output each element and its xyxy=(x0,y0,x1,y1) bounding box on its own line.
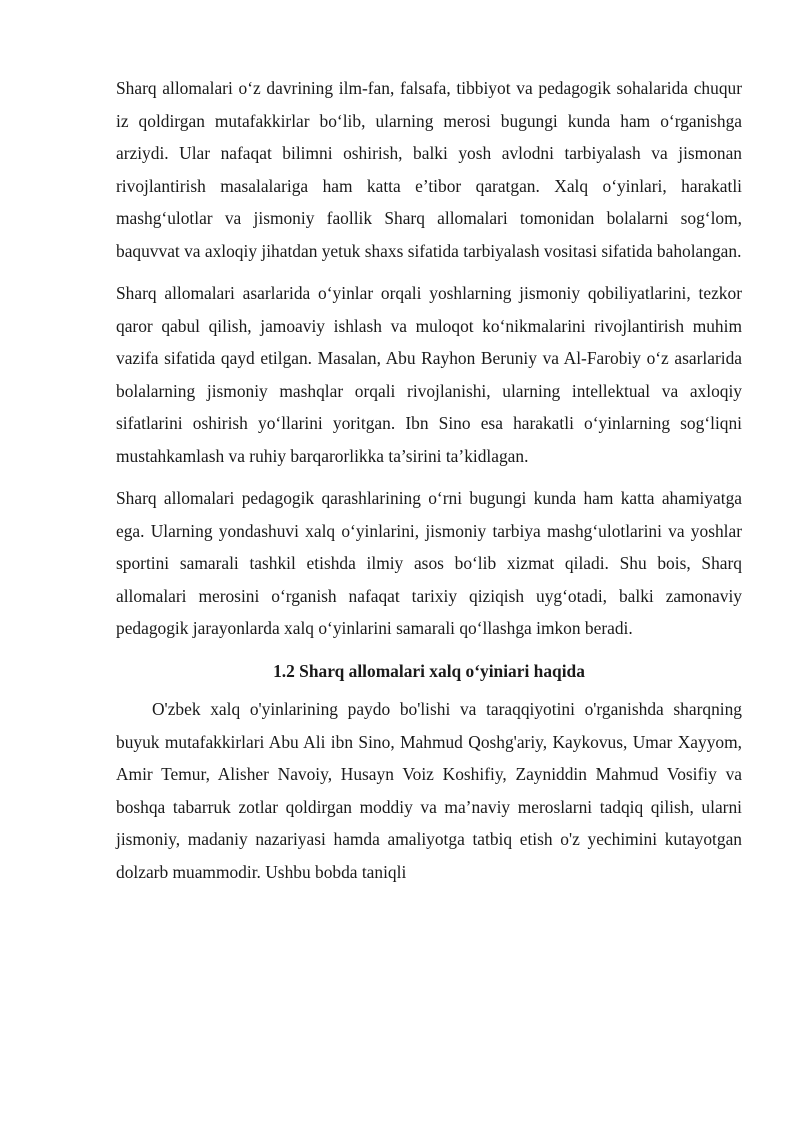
paragraph-1: Sharq allomalari o‘z davrining ilm-fan, falsafa, tibbiyot va pedagogik sohalarida chuqur iz qoldirgan mutafakkirlar bo‘lib, ularning merosi bugungi kunda ham o‘rganishga arziydi. Ular nafaqat bilimni oshirish, balki yosh avlodni tarbiyalash va jismonan rivojlantirish masalalariga ham katta e’tibor qaratgan. Xalq o‘yinlari, harakatli mashg‘ulotlar va jismoniy faollik Sharq allomalari tomonidan bolalarni sog‘lom, baquvvat va axloqiy jihatdan yetuk shaxs sifatida tarbiyalash vositasi sifatida baholangan. xyxy=(116,78,742,261)
paragraph-2: Sharq allomalari asarlarida o‘yinlar orqali yoshlarning jismoniy qobiliyatlarini, tezkor qaror qabul qilish, jamoaviy ishlash va muloqot ko‘nikmalarini rivojlantirish muhim vazifa sifatida qayd etilgan. Masalan, Abu Rayhon Beruniy va Al-Farobiy o‘z asarlarida bolalarning jismoniy mashqlar orqali rivojlanishi, ularning intellektual va axloqiy sifatlarini oshirish yo‘llarini yoritgan. Ibn Sino esa harakatli o‘yinlarning sog‘liqni mustahkamlash va ruhiy barqarorlikka ta’sirini ta’kidlagan. xyxy=(116,283,742,466)
document-page xyxy=(116,72,742,888)
section-paragraph: O'zbek xalq o'yinlarining paydo bo'lishi va taraqqiyotini o'rganishda sharqning buyuk mutafakkirlari Abu Ali ibn Sino, Mahmud Qoshg'ariy, Kaykovus, Umar Xayyom, Amir Temur, Alisher Navoiy, Husayn Voiz Koshifiy, Zayniddin Mahmud Vosifiy va boshqa tabarruk zotlar qoldirgan moddiy va ma’naviy meroslarni tadqiq qilish, ularni jismoniy, madaniy nazariyasi hamda amaliyotga tatbiq etish o'z yechimini kutayotgan dolzarb muammodir. Ushbu bobda taniqli xyxy=(116,699,742,882)
section-heading: 1.2 Sharq allomalari xalq o‘yiniari haqida xyxy=(273,660,585,681)
paragraph-3: Sharq allomalari pedagogik qarashlarining o‘rni bugungi kunda ham katta ahamiyatga ega. Ularning yondashuvi xalq o‘yinlarini, jismoniy tarbiya mashg‘ulotlarini va yoshlar sportini samarali tashkil etishda ilmiy asos bo‘lib xizmat qiladi. Shu bois, Sharq allomalari merosini o‘rganish nafaqat tarixiy qiziqish uyg‘otadi, balki zamonaviy pedagogik jarayonlarda xalq o‘yinlarini samarali qo‘llashga imkon beradi. xyxy=(116,488,742,638)
